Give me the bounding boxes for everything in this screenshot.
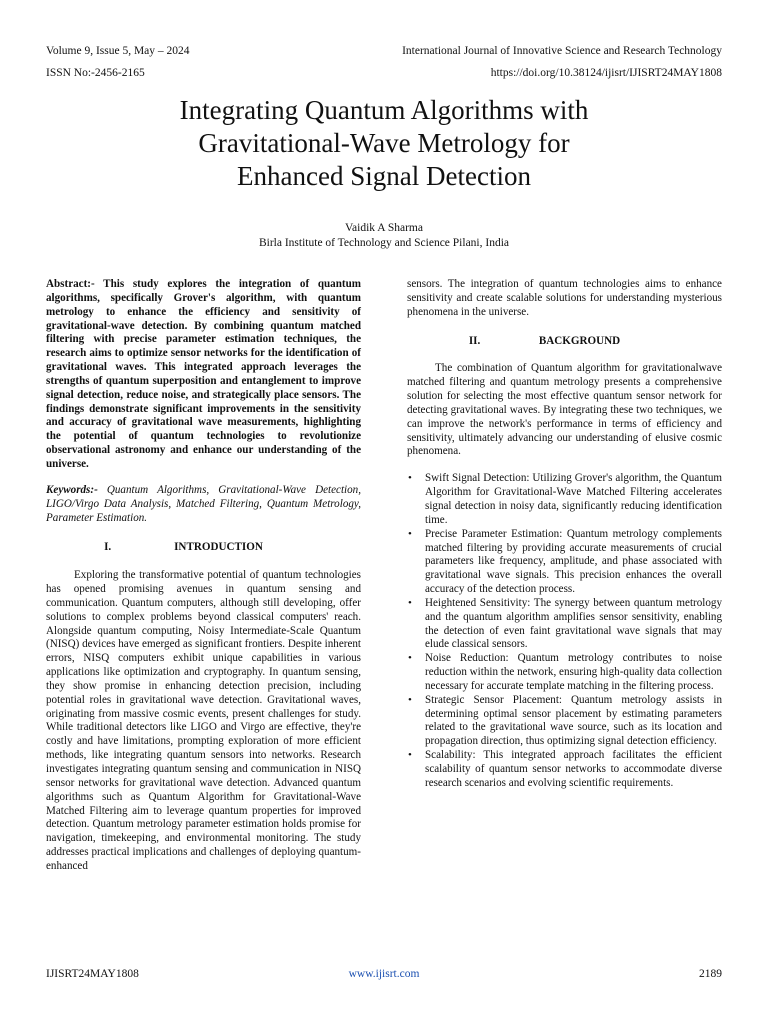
list-item: • Strategic Sensor Placement: Quantum metrology assists in determining optimal sensor placement by estimating parameters related to the gravitational wave source, such as its location and propagation direction, thus optimizing signal detection efficiency. <box>407 694 722 749</box>
author-name: Vaidik A Sharma <box>345 222 423 234</box>
section-heading-introduction <box>46 541 361 555</box>
keywords-label: Keywords:- <box>46 483 98 496</box>
title-line: Gravitational-Wave Metrology for <box>198 128 570 158</box>
title-line: Integrating Quantum Algorithms with <box>179 95 589 125</box>
keywords-text: Quantum Algorithms, Gravitational-Wave Detection, LIGO/Virgo Data Analysis, Matched Filtering, Quantum Metrology, Parameter Estimation. <box>46 483 361 524</box>
doi-link[interactable]: https://doi.org/10.38124/ijisrt/IJISRT24MAY1808 <box>490 67 722 79</box>
list-item: • Precise Parameter Estimation: Quantum metrology complements matched filtering by providing accurate measurements of crucial parameters like frequency, amplitude, and phase associated with gravitational wave signals. This precision enhances the overall accuracy of the detection process. <box>407 528 722 597</box>
list-item: • Heightened Sensitivity: The synergy between quantum metrology and the quantum algorithm amplifies sensor sensitivity, enabling the detection of even faint gravitational wave signals that may elude classical sensors. <box>407 597 722 652</box>
journal-name: International Journal of Innovative Science and Research Technology <box>402 45 722 57</box>
bullet-list <box>407 472 722 790</box>
introduction-paragraph: Exploring the transformative potential of quantum technologies has opened promising avenues in quantum sensing and communication. Quantum computers, although still developing, offer solutions to complex problems beyond classical computers' reach. Alongside quantum computing, Noisy Intermediate-Scale Quantum (NISQ) devices have emerged as significant frontiers. Despite inherent errors, NISQ computers exhibit unique capabilities in various applications like optimization and cryptography. In quantum sensing, they show promise in enhancing detection precision, including potential roles in gravitational wave detection. Gravitational waves, originating from massive cosmic events, present challenges for study. While traditional detectors like LIGO and Virgo are effective, they're costly and have limitations, prompting exploration of more efficient methods, like integrating quantum sensors into networks. Research investigates integrating quantum sensing and communication in NISQ sensor networks for gravitational wave detection. Advanced quantum algorithms such as Quantum Algorithm for Gravitational-Wave Matched Filtering aim to leverage quantum properties for improved detection. Quantum metrology parameter estimation holds promise for navigation, timekeeping, and environmental monitoring. The study addresses practical implications and challenges of deploying quantum-enhanced <box>46 569 361 872</box>
list-item: • Swift Signal Detection: Utilizing Grover's algorithm, the Quantum Algorithm for Gravitational-Wave Matched Filtering accelerates signal detection in noisy data, significantly reducing identification time. <box>407 472 722 527</box>
journal-website-link[interactable]: www.ijisrt.com <box>348 968 420 980</box>
title-line: Enhanced Signal Detection <box>237 161 531 191</box>
introduction-continuation: sensors. The integration of quantum technologies aims to enhance sensitivity and create scalable solutions for understanding mysterious phenomena in the universe. <box>407 278 722 318</box>
right-column <box>407 278 722 791</box>
section-number: I. <box>104 541 112 554</box>
author-affiliation: Birla Institute of Technology and Science Pilani, India <box>258 237 509 249</box>
paper-id: IJISRT24MAY1808 <box>46 968 139 980</box>
section-number: II. <box>468 334 481 347</box>
issn: ISSN No:-2456-2165 <box>46 67 145 79</box>
keywords <box>46 484 361 526</box>
list-item: • Noise Reduction: Quantum metrology contributes to noise reduction within the network, ensuring high-quality data collection necessary for accurate template matching in the filtering process. <box>407 652 722 694</box>
section-title: BACKGROUND <box>538 334 621 347</box>
page-number: 2189 <box>699 968 722 980</box>
volume-issue: Volume 9, Issue 5, May – 2024 <box>46 45 190 57</box>
section-title: INTRODUCTION <box>174 541 263 554</box>
background-paragraph: The combination of Quantum algorithm for gravitationalwave matched filtering and quantum metrology presents a comprehensive solution for selecting the most effective quantum sensor network for detecting gravitational waves. By integrating these two techniques, we can improve the network's performance in terms of efficiency and sensitivity, ultimately advancing our understanding of elusive cosmic phenomena. <box>407 362 722 458</box>
left-column <box>46 278 361 874</box>
abstract: Abstract:- This study explores the integration of quantum algorithms, specifically Grover's algorithm, with quantum metrology to enhance the efficiency and sensitivity of gravitational-wave detection. By combining quantum matched filtering with precise parameter estimation techniques, the research aims to optimize sensor networks for the identification of gravitational waves. This integrated approach leverages the strengths of quantum superposition and entanglement to improve signal detection, reduce noise, and strategically place sensors. The findings demonstrate significant improvements in the sensitivity and accuracy of gravitational wave measurements, highlighting the potential of quantum technologies to revolutionize observational astronomy and enhance our understanding of the universe. <box>46 278 361 470</box>
paper-title <box>0 94 768 193</box>
section-heading-background <box>407 335 722 349</box>
list-item: • Scalability: This integrated approach facilitates the efficient scalability of quantum sensor networks to accommodate diverse research scenarios and evolving scientific requirements. <box>407 749 722 791</box>
